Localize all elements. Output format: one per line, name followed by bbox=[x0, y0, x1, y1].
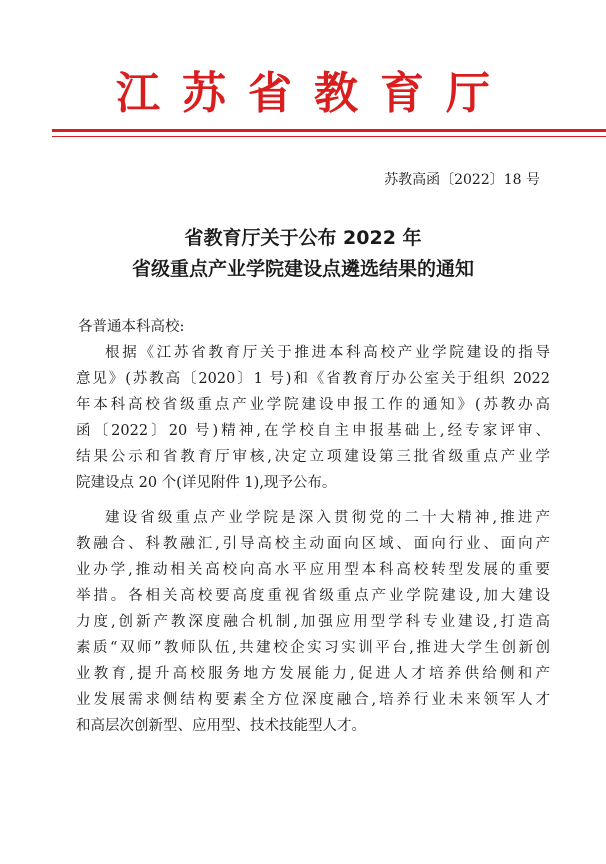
document-title-line-1: 省教育厅关于公布 2022 年 bbox=[184, 227, 422, 249]
issuer-header: 江苏省教育厅 bbox=[116, 68, 512, 119]
paragraph-1-line: 函〔2022〕20 号)精神,在学校自主申报基础上,经专家评审、 bbox=[76, 423, 550, 439]
paragraph-1-line: 根据《江苏省教育厅关于推进本科高校产业学院建设的指导 bbox=[105, 345, 550, 361]
paragraph-2-line: 和高层次创新型、应用型、技术技能型人才。 bbox=[76, 718, 366, 734]
header-divider-thin bbox=[52, 136, 606, 137]
header-divider-thick bbox=[52, 129, 606, 132]
document-title-line-2: 省级重点产业学院建设点遴选结果的通知 bbox=[131, 258, 474, 280]
document-number: 苏教高函〔2022〕18 号 bbox=[384, 172, 540, 188]
paragraph-2-line: 业发展需求侧结构要素全方位深度融合,培养行业未来领军人才 bbox=[76, 692, 550, 708]
paragraph-1-line: 院建设点 20 个(详见附件 1),现予公布。 bbox=[76, 475, 337, 491]
paragraph-2-line: 业办学,推动相关高校向高水平应用型本科高校转型发展的重要 bbox=[76, 562, 550, 578]
paragraph-2-line: 建设省级重点产业学院是深入贯彻党的二十大精神,推进产 bbox=[105, 510, 550, 526]
paragraph-2-line: 教融合、科教融汇,引导高校主动面向区域、面向行业、面向产 bbox=[76, 536, 550, 552]
paragraph-1-line: 年本科高校省级重点产业学院建设申报工作的通知》(苏教办高 bbox=[76, 397, 550, 413]
salutation: 各普通本科高校: bbox=[78, 319, 185, 335]
paragraph-2-line: 素质“双师”教师队伍,共建校企实习实训平台,推进大学生创新创 bbox=[76, 640, 550, 656]
paragraph-2-line: 力度,创新产教深度融合机制,加强应用型学科专业建设,打造高 bbox=[76, 614, 550, 630]
paragraph-2-line: 业教育,提升高校服务地方发展能力,促进人才培养供给侧和产 bbox=[76, 666, 550, 682]
paragraph-1-line: 结果公示和省教育厅审核,决定立项建设第三批省级重点产业学 bbox=[76, 449, 550, 465]
paragraph-2-line: 举措。各相关高校要高度重视省级重点产业学院建设,加大建设 bbox=[76, 588, 550, 604]
paragraph-1-line: 意见》(苏教高〔2020〕1 号)和《省教育厅办公室关于组织 2022 bbox=[76, 371, 550, 387]
